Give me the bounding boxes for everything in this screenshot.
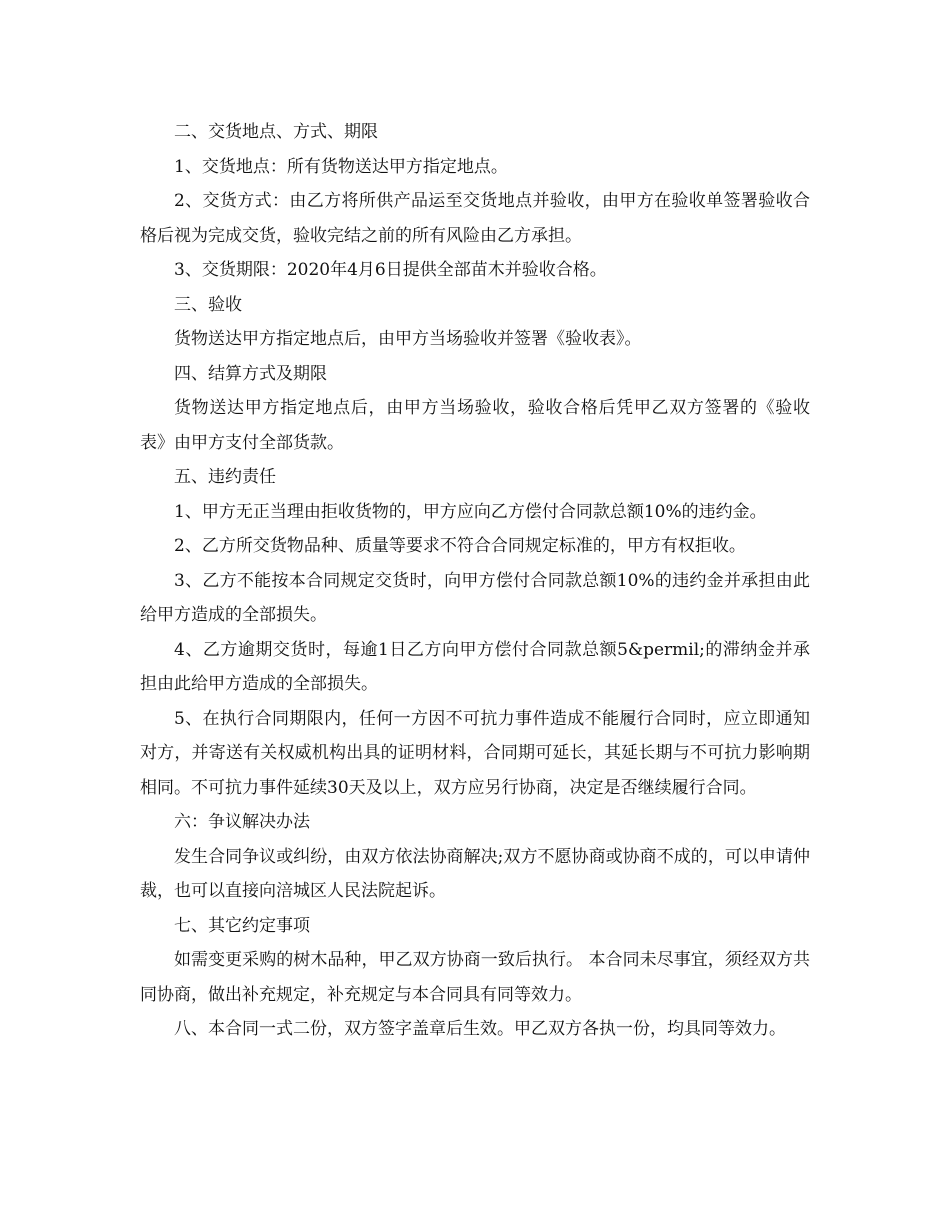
clause-liability-2: 2、乙方所交货物品种、质量等要求不符合合同规定标准的，甲方有权拒收。 [174,536,746,556]
clause-liability-1: 1、甲方无正当理由拒收货物的，甲方应向乙方偿付合同款总额10%的违约金。 [174,501,767,522]
clause-liability-4: 4、乙方逾期交货时，每逾1日乙方向甲方偿付合同款总额5&permil;的滞纳金并承担由此给甲方造成的全部损失。 [140,639,810,694]
section-heading-acceptance: 三、验收 [174,294,242,315]
clause-copies: 八、本合同一式二份，双方签字盖章后生效。甲乙双方各执一份，均具同等效力。 [174,1019,786,1039]
clause-delivery-deadline: 3、交货期限：2020年4月6日提供全部苗木并验收合格。 [174,260,607,280]
clause-liability-3: 3、乙方不能按本合同规定交货时，向甲方偿付合同款总额10%的违约金并承担由此给甲方造成的全部损失。 [140,570,810,625]
clause-liability-5: 5、在执行合同期限内，任何一方因不可抗力事件造成不能履行合同时，应立即通知对方，并寄送有关权威机构出具的证明材料，合同期可延长，其延长期与不可抗力影响期相同。不可抗力事件延续30天及以上，双方应另行协商，决定是否继续履行合同。 [140,708,810,798]
section-heading-settlement: 四、结算方式及期限 [174,363,327,384]
section-heading-other: 七、其它约定事项 [174,915,310,936]
clause-delivery-location: 1、交货地点：所有货物送达甲方指定地点。 [174,156,508,177]
section-heading-delivery: 二、交货地点、方式、期限 [174,122,378,142]
section-heading-liability: 五、违约责任 [174,467,276,487]
clause-settlement: 货物送达甲方指定地点后，由甲方当场验收，验收合格后凭甲乙双方签署的《验收表》由甲方支付全部货款。 [140,398,810,453]
clause-delivery-method: 2、交货方式：由乙方将所供产品运至交货地点并验收，由甲方在验收单签署验收合格后视为完成交货，验收完结之前的所有风险由乙方承担。 [140,191,810,246]
clause-dispute: 发生合同争议或纠纷，由双方依法协商解决;双方不愿协商或协商不成的，可以申请仲裁，也可以直接向涪城区人民法院起诉。 [140,846,810,901]
clause-acceptance: 货物送达甲方指定地点后，由甲方当场验收并签署《验收表》。 [174,329,642,349]
clause-other: 如需变更采购的树木品种，甲乙双方协商一致后执行。 本合同未尽事宜，须经双方共同协商，做出补充规定，补充规定与本合同具有同等效力。 [140,950,810,1005]
section-heading-dispute: 六：争议解决办法 [174,812,310,832]
